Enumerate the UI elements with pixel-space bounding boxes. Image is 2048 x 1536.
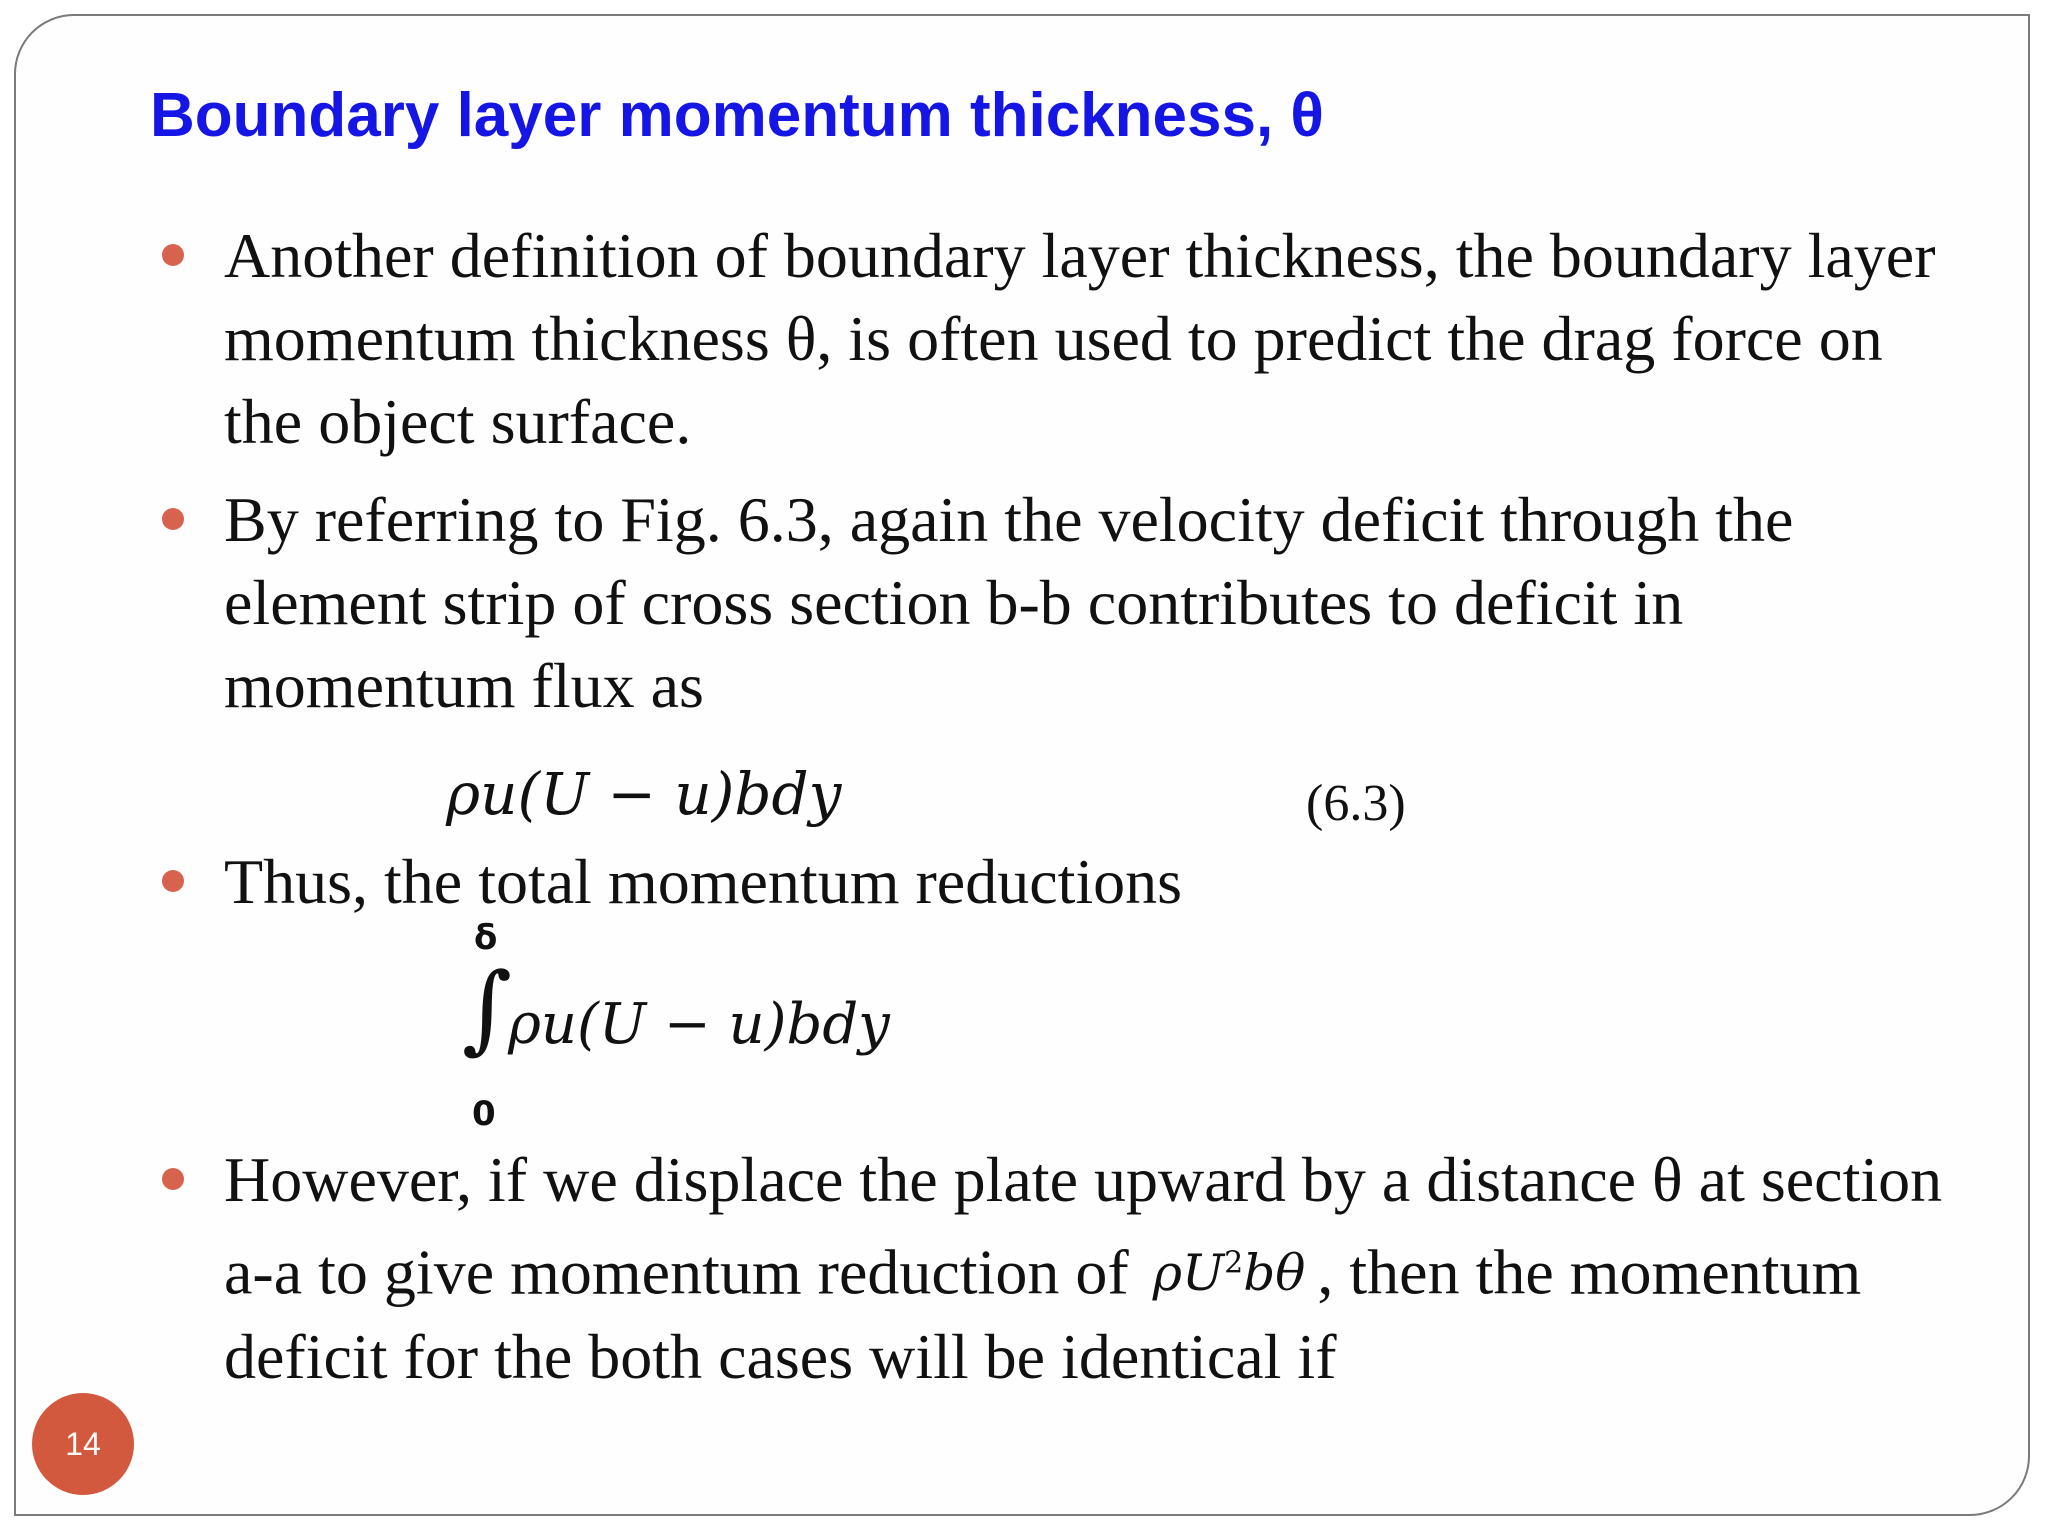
bullet-text-after: , then the momentum deficit for the both cases will be identical if xyxy=(224,1236,1862,1392)
bullet-item-3 xyxy=(224,840,1944,923)
slide-title: Boundary layer momentum thickness, θ xyxy=(150,81,1324,150)
bullet-text: Thus, the total momentum reductions xyxy=(224,846,1183,917)
integral-upper-limit: δ xyxy=(474,918,498,958)
bullet-dot xyxy=(162,244,184,266)
bullet-text-before: However, if we displace the plate upward by a distance θ at section a-a to give momentum reduction of xyxy=(224,1144,1943,1308)
bullet-item-1 xyxy=(224,214,1944,463)
bullet-dot xyxy=(162,870,184,892)
page-number-badge: 14 xyxy=(32,1393,134,1495)
bullet-text: Another definition of boundary layer thickness, the boundary layer momentum thickness θ, is often used to predict the drag force on the object surface. xyxy=(224,220,1936,457)
bullet-dot xyxy=(162,508,184,530)
equation-6-3: ρu(U − u)bdy xyxy=(446,760,842,828)
bullet-dot xyxy=(162,1168,184,1190)
integral-sign: ∫ xyxy=(462,952,513,1064)
bullet-item-2 xyxy=(224,478,1944,727)
equation-number: (6.3) xyxy=(1306,775,1406,832)
integral-integrand: ρu(U − u)bdy xyxy=(508,992,890,1057)
inline-math-momentum: $\rho U^2b\theta$ xyxy=(1152,1243,1306,1302)
bullet-item-4 xyxy=(224,1138,1944,1398)
bullet-text: By referring to Fig. 6.3, again the velocity deficit through the element strip of cross section b-b contributes to deficit in momentum flux as xyxy=(224,484,1794,721)
integral-lower-limit: 0 xyxy=(472,1094,496,1134)
